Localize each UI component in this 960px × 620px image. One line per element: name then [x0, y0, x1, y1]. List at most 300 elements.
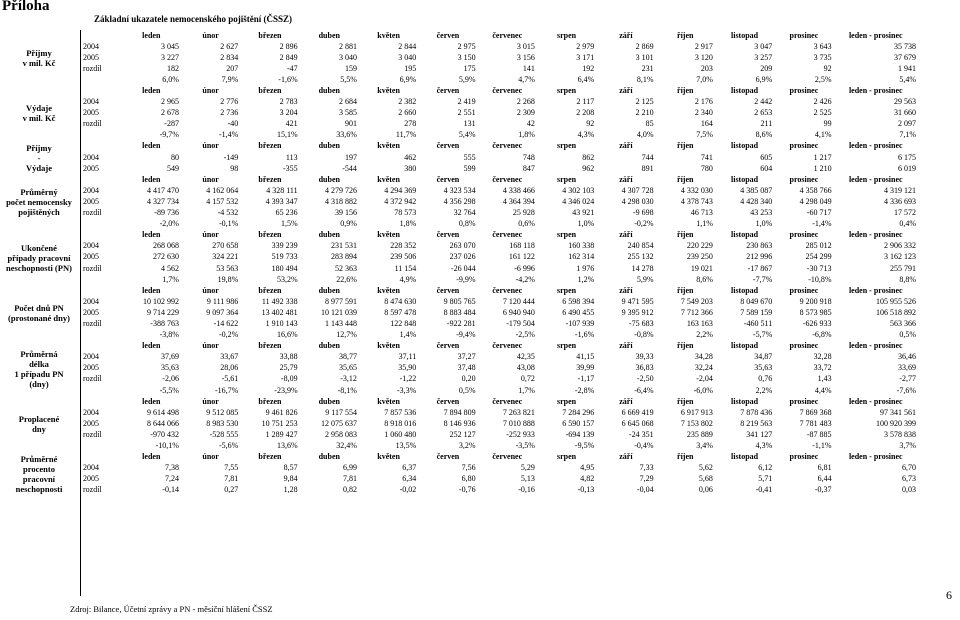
- table-row: [80, 363, 918, 374]
- value-cell: 599: [463, 163, 476, 173]
- header-cell: leden - prosinec: [848, 230, 903, 240]
- row-key-cell: rozdíl: [83, 485, 102, 495]
- value-cell: 5,29: [520, 463, 535, 473]
- value-cell: 5,4%: [899, 74, 916, 84]
- value-cell: 207: [226, 63, 239, 73]
- header-cell: leden: [142, 30, 161, 40]
- value-cell: 8,57: [283, 463, 298, 473]
- header-cell: říjen: [677, 174, 694, 184]
- header-cell: červenec: [492, 285, 523, 295]
- header-cell: leden: [142, 452, 161, 462]
- value-cell: 230 863: [746, 241, 773, 251]
- value-cell: -1,17: [577, 374, 595, 384]
- header-cell: listopad: [731, 341, 759, 351]
- value-cell: 4 372 942: [384, 196, 417, 206]
- table-row: [80, 307, 918, 318]
- value-cell: 39,33: [635, 352, 654, 362]
- month-header-row: [80, 452, 918, 463]
- value-cell: 15,1%: [276, 130, 298, 140]
- value-cell: 122 848: [390, 318, 417, 328]
- header-cell: prosinec: [789, 86, 819, 96]
- row-key-cell: 2005: [83, 108, 99, 118]
- value-cell: 3 120: [694, 52, 713, 62]
- value-cell: 10 102 992: [142, 296, 179, 306]
- value-cell: 32 764: [453, 208, 476, 218]
- value-cell: 5,13: [520, 474, 535, 484]
- header-cell: leden - prosinec: [848, 141, 903, 151]
- month-header-row: [80, 341, 918, 352]
- header-cell: listopad: [731, 452, 759, 462]
- table-row: [80, 219, 918, 230]
- value-cell: 182: [166, 63, 179, 73]
- value-cell: 2 309: [516, 108, 535, 118]
- value-cell: 7,81: [342, 474, 357, 484]
- value-cell: -3,8%: [159, 330, 179, 340]
- value-cell: -1,1%: [812, 441, 832, 451]
- value-cell: 9 111 986: [206, 296, 239, 306]
- value-cell: 175: [463, 63, 476, 73]
- month-header-row: [80, 141, 918, 152]
- value-cell: 37,69: [160, 352, 179, 362]
- value-cell: 862: [582, 152, 595, 162]
- row-key-cell: [80, 130, 122, 141]
- value-cell: 3,2%: [458, 441, 476, 451]
- value-cell: -3,12: [340, 374, 357, 384]
- value-cell: -9,9%: [456, 274, 476, 284]
- value-cell: 38,77: [338, 352, 357, 362]
- value-cell: -179 504: [506, 318, 535, 328]
- value-cell: 8 977 591: [324, 296, 357, 306]
- header-cell: srpen: [557, 285, 577, 295]
- value-cell: 34,28: [694, 352, 713, 362]
- row-key-cell: rozdíl: [83, 429, 102, 439]
- value-cell: 2 426: [813, 97, 832, 107]
- value-cell: 278: [404, 119, 417, 129]
- header-cell: únor: [202, 86, 219, 96]
- value-cell: 891: [641, 163, 654, 173]
- value-cell: 162 314: [568, 252, 595, 262]
- value-cell: 2 627: [220, 41, 239, 51]
- value-cell: 35 738: [894, 41, 916, 51]
- section-label: [0, 396, 78, 452]
- header-cell: únor: [202, 230, 219, 240]
- value-cell: 8 219 563: [740, 418, 773, 428]
- header-cell: červen: [436, 30, 460, 40]
- row-key-cell: 2004: [83, 296, 99, 306]
- header-cell: květen: [377, 452, 400, 462]
- value-cell: 8,6%: [755, 130, 773, 140]
- value-cell: 7 120 444: [502, 296, 535, 306]
- value-cell: 9 471 595: [621, 296, 654, 306]
- row-key-cell: [80, 440, 122, 451]
- value-cell: 53 563: [216, 263, 239, 273]
- value-cell: 4,1%: [814, 130, 832, 140]
- value-cell: 1,1%: [696, 219, 713, 229]
- value-cell: 8 644 066: [146, 418, 179, 428]
- value-cell: 5,68: [698, 474, 713, 484]
- section-label-line: (dny): [29, 378, 49, 389]
- value-cell: 1 217: [813, 152, 832, 162]
- value-cell: 43 921: [572, 208, 595, 218]
- value-cell: -5,6%: [218, 441, 239, 451]
- table-row: [80, 330, 918, 341]
- value-cell: 9 395 912: [621, 307, 654, 317]
- value-cell: 2 678: [160, 108, 179, 118]
- value-cell: 7 857 536: [384, 407, 417, 417]
- header-cell: prosinec: [789, 230, 819, 240]
- value-cell: -922 281: [446, 318, 476, 328]
- header-cell: [80, 452, 122, 463]
- value-cell: 9 805 765: [443, 296, 476, 306]
- value-cell: 8 474 630: [384, 296, 417, 306]
- value-cell: 237 026: [449, 252, 476, 262]
- value-cell: 0,20: [461, 374, 476, 384]
- header-cell: září: [619, 285, 633, 295]
- value-cell: 3 227: [160, 52, 179, 62]
- value-cell: -0,37: [814, 485, 832, 495]
- value-cell: 2 208: [576, 108, 595, 118]
- value-cell: -388 763: [150, 318, 179, 328]
- table-row: [80, 152, 918, 163]
- header-cell: říjen: [677, 141, 694, 151]
- value-cell: 285 012: [805, 241, 832, 251]
- value-cell: 100 920 399: [876, 418, 916, 428]
- section-label-line: Výdaje: [26, 103, 52, 114]
- header-cell: září: [619, 452, 633, 462]
- value-cell: -460 511: [743, 318, 773, 328]
- value-cell: 1 143 448: [324, 318, 357, 328]
- value-cell: 3 643: [813, 41, 832, 51]
- row-key-cell: 2005: [83, 418, 99, 428]
- value-cell: -970 432: [150, 429, 179, 439]
- value-cell: 6,80: [461, 474, 476, 484]
- value-cell: 2 906 332: [884, 241, 916, 251]
- value-cell: 2 551: [457, 108, 476, 118]
- value-cell: 168 118: [509, 241, 535, 251]
- row-key-cell: rozdíl: [83, 263, 102, 273]
- header-cell: leden - prosinec: [848, 174, 903, 184]
- value-cell: 555: [463, 152, 476, 162]
- header-cell: leden: [142, 230, 161, 240]
- value-cell: 212 996: [746, 252, 773, 262]
- value-cell: 6 669 419: [621, 407, 654, 417]
- value-cell: -1,4%: [812, 219, 832, 229]
- value-cell: 32,4%: [336, 441, 357, 451]
- value-cell: 8,8%: [899, 274, 916, 284]
- header-cell: srpen: [557, 86, 577, 96]
- value-cell: 7 869 368: [799, 407, 832, 417]
- section-label: [0, 230, 78, 286]
- value-cell: 2 382: [398, 97, 417, 107]
- header-cell: říjen: [677, 230, 694, 240]
- row-key-cell: [80, 74, 122, 85]
- value-cell: 0,8%: [458, 219, 476, 229]
- header-cell: listopad: [731, 30, 759, 40]
- value-cell: 2 442: [754, 97, 773, 107]
- value-cell: -0,16: [518, 485, 535, 495]
- value-cell: 2 660: [398, 108, 417, 118]
- value-cell: 2 849: [279, 52, 298, 62]
- value-cell: 9 461 826: [265, 407, 298, 417]
- header-cell: červenec: [492, 452, 523, 462]
- value-cell: 53,2%: [276, 274, 298, 284]
- header-cell: říjen: [677, 86, 694, 96]
- value-cell: 2,2%: [696, 330, 713, 340]
- value-cell: 2 268: [516, 97, 535, 107]
- header-cell: duben: [318, 86, 340, 96]
- header-cell: červen: [436, 141, 460, 151]
- value-cell: 252 127: [449, 429, 476, 439]
- header-cell: listopad: [731, 174, 759, 184]
- header-cell: únor: [202, 396, 219, 406]
- value-cell: 4 356 298: [443, 196, 476, 206]
- header-cell: červen: [436, 341, 460, 351]
- header-cell: duben: [318, 230, 340, 240]
- value-cell: 192: [582, 63, 595, 73]
- value-cell: 2 776: [220, 97, 239, 107]
- table-row: [80, 41, 918, 52]
- value-cell: 19,8%: [217, 274, 239, 284]
- header-cell: prosinec: [789, 141, 819, 151]
- value-cell: 0,9%: [340, 219, 357, 229]
- value-cell: -0,02: [399, 485, 417, 495]
- row-key-cell: 2005: [83, 252, 99, 262]
- value-cell: 4,3%: [577, 130, 595, 140]
- value-cell: 3 047: [754, 41, 773, 51]
- value-cell: 3 150: [457, 52, 476, 62]
- value-cell: 7,55: [224, 463, 239, 473]
- value-cell: 324 221: [212, 252, 239, 262]
- value-cell: 8 883 484: [443, 307, 476, 317]
- value-cell: 9 614 498: [146, 407, 179, 417]
- value-cell: 4 302 103: [562, 185, 595, 195]
- header-cell: září: [619, 230, 633, 240]
- section-label-line: Příjmy: [26, 47, 52, 58]
- value-cell: 203: [700, 63, 713, 73]
- value-cell: 462: [404, 152, 417, 162]
- header-cell: únor: [202, 285, 219, 295]
- value-cell: 7,24: [164, 474, 179, 484]
- value-cell: 160 338: [568, 241, 595, 251]
- value-cell: 744: [641, 152, 654, 162]
- header-cell: září: [619, 86, 633, 96]
- section-label: [0, 285, 78, 341]
- value-cell: 1,0%: [577, 219, 595, 229]
- value-cell: -7,6%: [896, 385, 916, 395]
- section-label: [0, 141, 78, 174]
- value-cell: 4,9%: [399, 274, 417, 284]
- value-cell: 37,11: [398, 352, 417, 362]
- header-cell: duben: [318, 396, 340, 406]
- value-cell: -8,1%: [337, 385, 357, 395]
- value-cell: 239 506: [390, 252, 417, 262]
- row-key-cell: [80, 219, 122, 230]
- row-key-cell: rozdíl: [83, 119, 102, 129]
- value-cell: -1,6%: [278, 74, 298, 84]
- header-cell: prosinec: [789, 174, 819, 184]
- value-cell: 604: [760, 163, 773, 173]
- header-cell: září: [619, 30, 633, 40]
- section-label-line: neschopnosti: [15, 483, 63, 494]
- header-cell: červenec: [492, 341, 523, 351]
- table-row: [80, 274, 918, 285]
- value-cell: 2 653: [754, 108, 773, 118]
- value-cell: 13,6%: [276, 441, 298, 451]
- value-cell: -16,7%: [214, 385, 239, 395]
- value-cell: 105 955 526: [876, 296, 916, 306]
- value-cell: -10,8%: [808, 274, 832, 284]
- value-cell: -107 939: [565, 318, 595, 328]
- header-cell: květen: [377, 396, 400, 406]
- value-cell: 19 021: [690, 263, 713, 273]
- value-cell: 4 417 470: [146, 185, 179, 195]
- value-cell: -355: [282, 163, 298, 173]
- value-cell: -0,1%: [218, 219, 239, 229]
- header-cell: říjen: [677, 341, 694, 351]
- row-key-cell: 2004: [83, 152, 99, 162]
- value-cell: -6,0%: [693, 385, 713, 395]
- header-cell: leden: [142, 86, 161, 96]
- value-cell: 41,15: [576, 352, 595, 362]
- value-cell: 17 572: [894, 208, 916, 218]
- header-cell: květen: [377, 341, 400, 351]
- table-row: [80, 108, 918, 119]
- value-cell: -0,41: [755, 485, 773, 495]
- table-row: [80, 474, 918, 485]
- header-cell: září: [619, 396, 633, 406]
- header-cell: [80, 285, 122, 296]
- value-cell: 2 684: [338, 97, 357, 107]
- row-key-cell: 2005: [83, 307, 99, 317]
- value-cell: -8,09: [280, 374, 298, 384]
- value-cell: 31 660: [894, 108, 916, 118]
- value-cell: -6,8%: [812, 330, 832, 340]
- header-cell: červenec: [492, 141, 523, 151]
- value-cell: -30 713: [806, 263, 832, 273]
- value-cell: -9,5%: [574, 441, 595, 451]
- value-cell: 0,76: [758, 374, 773, 384]
- value-cell: 37 679: [894, 52, 916, 62]
- header-cell: duben: [318, 174, 340, 184]
- value-cell: 2 958 083: [324, 429, 357, 439]
- header-cell: leden - prosinec: [848, 30, 903, 40]
- value-cell: 211: [760, 119, 773, 129]
- value-cell: 2,2%: [755, 385, 773, 395]
- value-cell: 10 751 253: [261, 418, 298, 428]
- value-cell: 65 236: [275, 208, 298, 218]
- header-cell: červenec: [492, 230, 523, 240]
- value-cell: 36,83: [635, 363, 654, 373]
- value-cell: -10,1%: [155, 441, 179, 451]
- value-cell: 7 712 366: [680, 307, 713, 317]
- value-cell: 4 328 111: [266, 185, 298, 195]
- value-cell: 8 573 985: [799, 307, 832, 317]
- header-cell: leden - prosinec: [848, 341, 903, 351]
- value-cell: 2 176: [694, 97, 713, 107]
- value-cell: 7,81: [224, 474, 239, 484]
- value-cell: -0,8%: [634, 330, 654, 340]
- header-cell: listopad: [731, 285, 759, 295]
- table-row: [80, 63, 918, 74]
- value-cell: 1 976: [576, 263, 595, 273]
- value-cell: 92: [586, 119, 595, 129]
- table-row: [80, 407, 918, 418]
- value-cell: 4,7%: [518, 74, 535, 84]
- value-cell: 9 117 554: [325, 407, 357, 417]
- header-cell: duben: [318, 141, 340, 151]
- value-cell: 3 735: [813, 52, 832, 62]
- value-cell: -47: [286, 63, 298, 73]
- value-cell: 2 965: [160, 97, 179, 107]
- value-cell: 4 358 766: [799, 185, 832, 195]
- value-cell: 7 153 802: [680, 418, 713, 428]
- table-row: [80, 485, 918, 496]
- value-cell: 0,06: [698, 485, 713, 495]
- header-cell: únor: [202, 174, 219, 184]
- value-cell: 4 332 030: [680, 185, 713, 195]
- value-cell: -1,6%: [574, 330, 595, 340]
- value-cell: -87 885: [806, 429, 832, 439]
- value-cell: 209: [760, 63, 773, 73]
- header-cell: listopad: [731, 230, 759, 240]
- value-cell: 3,7%: [899, 441, 916, 451]
- table-row: [80, 163, 918, 174]
- value-cell: -0,14: [162, 485, 179, 495]
- value-cell: 1,7%: [518, 385, 535, 395]
- value-cell: 5,5%: [340, 74, 357, 84]
- table-row: [80, 352, 918, 363]
- value-cell: 16,6%: [276, 330, 298, 340]
- header-cell: listopad: [731, 86, 759, 96]
- table-title: Základní ukazatele nemocenského pojištění (ČSSZ): [94, 14, 293, 24]
- table-row: [80, 252, 918, 263]
- header-cell: prosinec: [789, 341, 819, 351]
- value-cell: 0,27: [224, 485, 239, 495]
- value-cell: 2 844: [398, 41, 417, 51]
- value-cell: 239 250: [686, 252, 713, 262]
- value-cell: 272 630: [152, 252, 179, 262]
- header-cell: červen: [436, 86, 460, 96]
- row-key-cell: 2004: [83, 463, 99, 473]
- value-cell: 263 070: [449, 241, 476, 251]
- value-cell: 962: [582, 163, 595, 173]
- value-cell: -60 717: [806, 208, 832, 218]
- section-label-line: procento: [23, 463, 55, 474]
- value-cell: 34,87: [754, 352, 773, 362]
- value-cell: 3 204: [279, 108, 298, 118]
- value-cell: 9,84: [283, 474, 298, 484]
- header-cell: červen: [436, 285, 460, 295]
- value-cell: 1,7%: [162, 274, 179, 284]
- header-cell: duben: [318, 341, 340, 351]
- section-label-line: dny: [32, 424, 46, 435]
- value-cell: 6 490 455: [562, 307, 595, 317]
- value-cell: 4 298 049: [799, 196, 832, 206]
- value-cell: 25,79: [279, 363, 298, 373]
- value-cell: 7 284 296: [562, 407, 595, 417]
- value-cell: 92: [823, 63, 832, 73]
- value-cell: 164: [700, 119, 713, 129]
- value-cell: 2 419: [457, 97, 476, 107]
- value-cell: -23,9%: [274, 385, 298, 395]
- table-row: [80, 130, 918, 141]
- value-cell: 1,0%: [755, 219, 773, 229]
- value-cell: 7,9%: [221, 74, 239, 84]
- value-cell: -0,2%: [218, 330, 239, 340]
- value-cell: 39 156: [334, 208, 357, 218]
- value-cell: -0,13: [577, 485, 595, 495]
- header-cell: květen: [377, 30, 400, 40]
